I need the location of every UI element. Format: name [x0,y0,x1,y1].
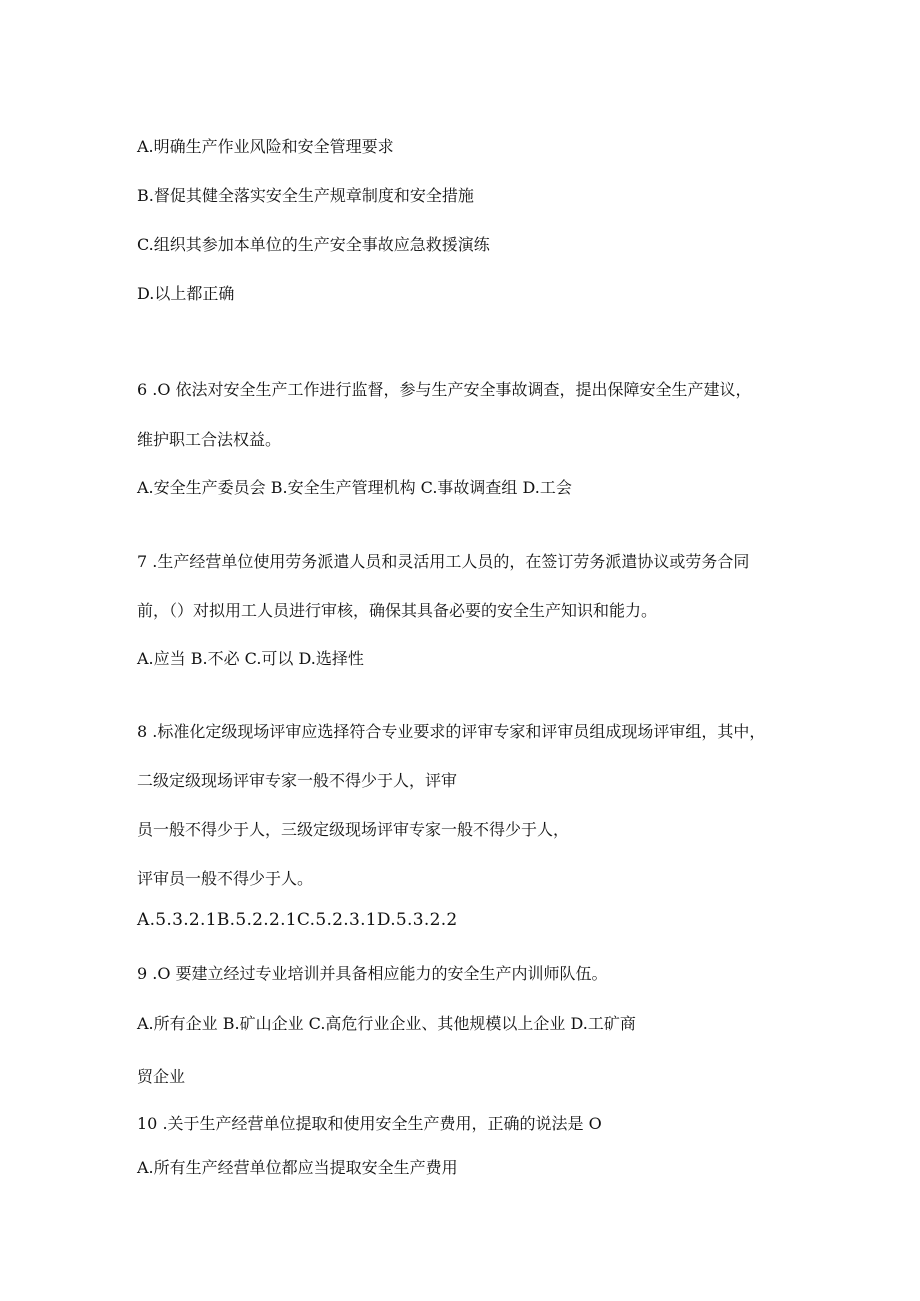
q6-stem-line-2: 维护职工合法权益。 [137,430,282,449]
q9-stem: 9 .O 要建立经过专业培训并具备相应能力的安全生产内训师队伍。 [137,964,608,983]
q5-option-c: C.组织其参加本单位的生产安全事故应急救援演练 [137,235,490,254]
q8-stem-line-4: 评审员一般不得少于人。 [137,869,314,888]
q8-stem-line-2: 二级定级现场评审专家一般不得少于人，评审 [137,771,458,790]
q9-options-line-2: 贸企业 [137,1067,186,1086]
q5-option-b: B.督促其健全落实安全生产规章制度和安全措施 [137,186,474,205]
q10-option-a: A.所有生产经营单位都应当提取安全生产费用 [137,1158,458,1177]
q8-stem-line-3: 员一般不得少于人，三级定级现场评审专家一般不得少于人， [137,820,570,839]
q6-stem-line-1: 6 .O 依法对安全生产工作进行监督，参与生产安全事故调查，提出保障安全生产建议， [137,380,752,399]
q8-options: A.5.3.2.1B.5.2.2.1C.5.2.3.1D.5.3.2.2 [137,910,458,930]
q10-stem: 10 .关于生产经营单位提取和使用安全生产费用，正确的说法是 O [137,1114,602,1133]
q9-options-line-1: A.所有企业 B.矿山企业 C.高危行业企业、其他规模以上企业 D.工矿商 [137,1014,636,1033]
q7-options: A.应当 B.不必 C.可以 D.选择性 [137,649,364,668]
q5-option-a: A.明确生产作业风险和安全管理要求 [137,137,394,156]
q7-stem-line-2: 前，（）对拟用工人员进行审核，确保其具备必要的安全生产知识和能力。 [137,601,658,620]
q8-stem-line-1: 8 .标准化定级现场评审应选择符合专业要求的评审专家和评审员组成现场评审组，其中， [137,722,766,741]
q6-options: A.安全生产委员会 B.安全生产管理机构 C.事故调查组 D.工会 [137,478,572,497]
q5-option-d: D.以上都正确 [137,284,235,303]
q7-stem-line-1: 7 .生产经营单位使用劳务派遣人员和灵活用工人员的，在签订劳务派遣协议或劳务合同 [137,552,750,571]
